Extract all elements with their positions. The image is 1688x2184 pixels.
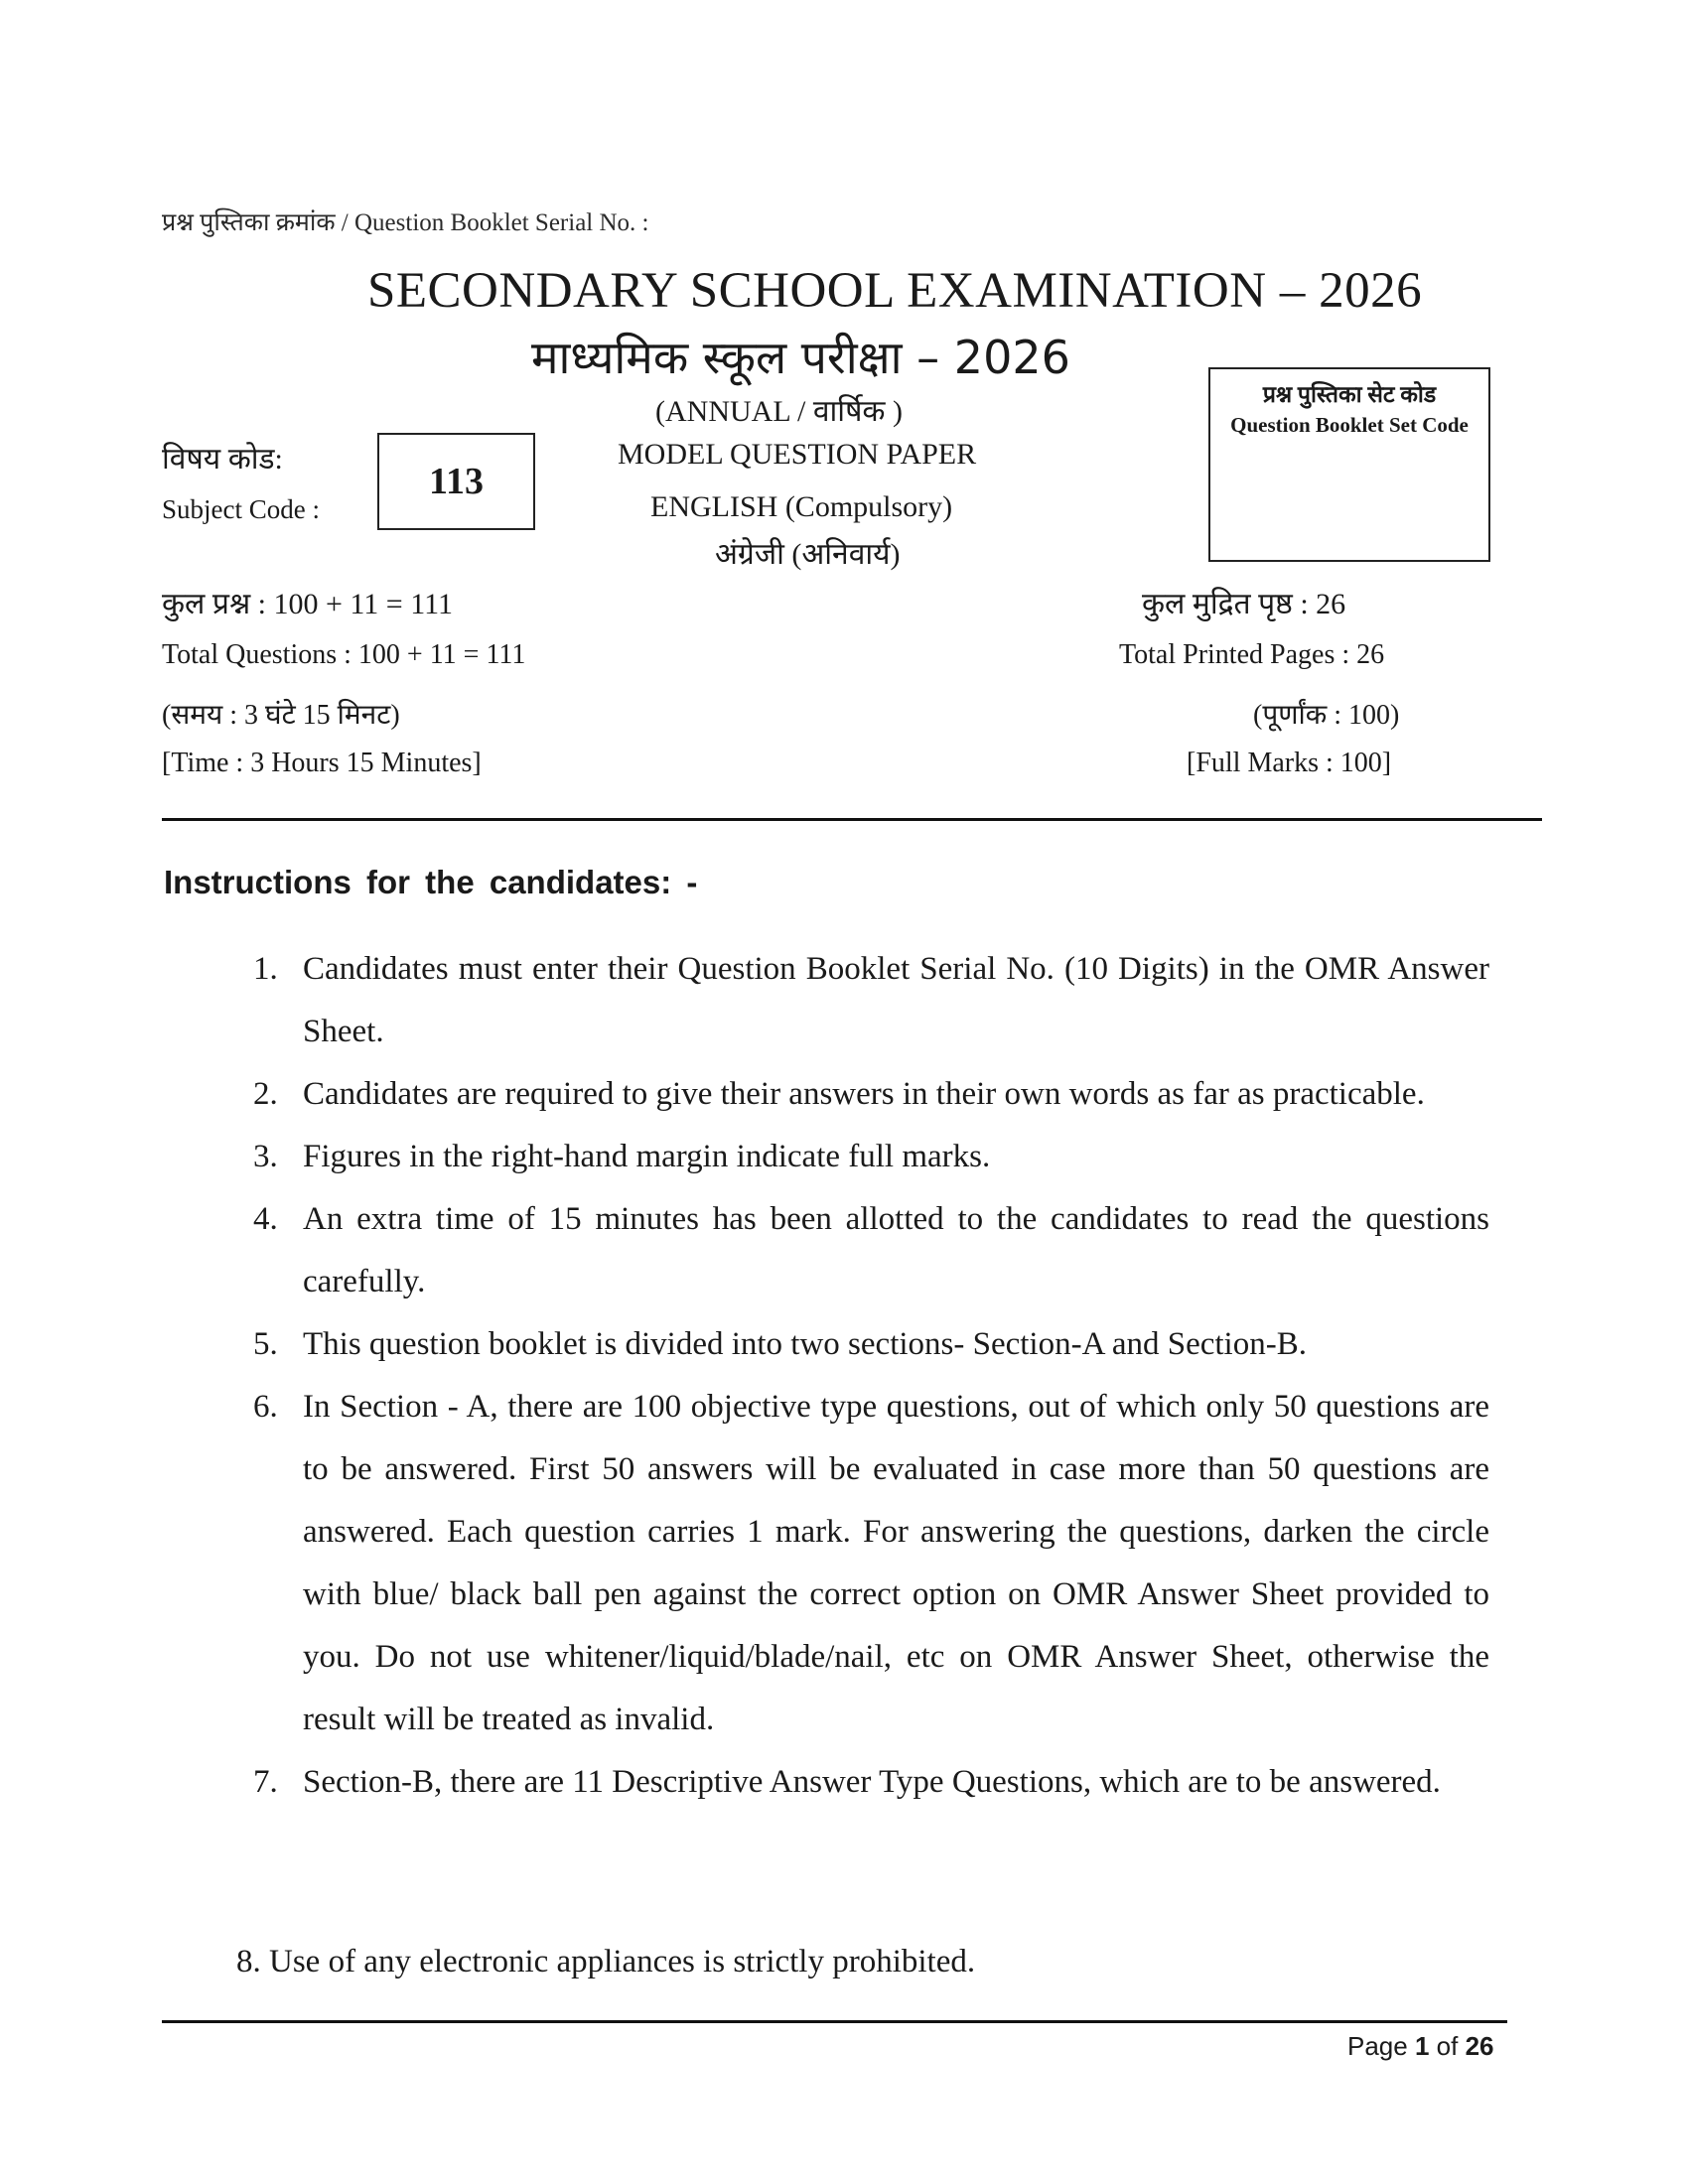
item-number: 1. — [253, 951, 278, 987]
item-number: 2. — [253, 1076, 278, 1112]
subject-code-value: 113 — [429, 461, 484, 502]
page-prefix: Page — [1347, 2031, 1415, 2061]
item-text: Candidates are required to give their answers in their own words as far as practicable. — [303, 1076, 1425, 1112]
page-number — [1347, 2031, 1493, 2062]
item-text: Candidates must enter their Question Booklet Serial No. (10 Digits) in the OMR Answer Sheet. — [303, 951, 1489, 1049]
item-number: 4. — [253, 1201, 278, 1237]
item-number: 6. — [253, 1389, 278, 1425]
item-text: Figures in the right-hand margin indicate full marks. — [303, 1139, 991, 1174]
subject-name-english: ENGLISH (Compulsory) — [650, 490, 953, 523]
subject-code-label-hindi: विषय कोड: — [162, 443, 283, 476]
total-questions-hindi: कुल प्रश्न : 100 + 11 = 111 — [162, 588, 453, 620]
header-divider — [162, 818, 1542, 821]
item-number: 5. — [253, 1326, 278, 1362]
instructions-title: Instructions for the candidates: - — [164, 864, 698, 900]
total-questions-english: Total Questions : 100 + 11 = 111 — [162, 639, 526, 670]
instruction-item-8: 8. Use of any electronic appliances is strictly prohibited. — [236, 1944, 976, 1979]
item-text: This question booklet is divided into two sections- Section-A and Section-B. — [303, 1326, 1307, 1362]
total-pages-hindi: कुल मुद्रित पृष्ठ : 26 — [1142, 588, 1346, 620]
model-question-paper-label: MODEL QUESTION PAPER — [618, 438, 977, 471]
exam-type-annual: (ANNUAL / वार्षिक ) — [655, 395, 903, 428]
subject-code-label-english: Subject Code : — [162, 494, 320, 524]
item-text: In Section - A, there are 100 objective type questions, out of which only 50 questions are to be answered. First 50 answers will be evaluated in case more than 50 questions are answered. Each question carries 1 mark. For answering the questions, darken the circle with blue/ black ball pen against the correct option on OMR Answer Sheet provided to you. Do not use whitener/liquid/blade/nail, etc on OMR Answer Sheet, otherwise the result will be treated as invalid. — [303, 1389, 1489, 1737]
page-of: of — [1429, 2031, 1466, 2061]
instructions-list — [253, 938, 1489, 1814]
list-item — [253, 1063, 1489, 1126]
item-text: An extra time of 15 minutes has been allotted to the candidates to read the questions carefully. — [303, 1201, 1489, 1299]
list-item — [253, 1376, 1489, 1751]
set-code-label-hindi: प्रश्न पुस्तिका सेट कोड — [1262, 382, 1437, 407]
list-item — [253, 938, 1489, 1063]
full-marks-hindi: (पूर्णांक : 100) — [1253, 700, 1400, 731]
subject-code-box — [377, 433, 535, 530]
item-text: Section-B, there are 11 Descriptive Answer Type Questions, which are to be answered. — [303, 1764, 1441, 1800]
time-hindi: (समय : 3 घंटे 15 मिनट) — [162, 700, 400, 731]
exam-title-english: SECONDARY SCHOOL EXAMINATION – 2026 — [367, 263, 1423, 319]
booklet-set-code-box — [1208, 367, 1490, 562]
list-item — [253, 1188, 1489, 1313]
page-total: 26 — [1465, 2031, 1494, 2061]
footer-divider — [162, 2020, 1507, 2023]
full-marks-english: [Full Marks : 100] — [1187, 748, 1392, 778]
exam-title-hindi: माध्यमिक स्कूल परीक्षा – 2026 — [531, 331, 1070, 384]
set-code-label-english: Question Booklet Set Code — [1230, 413, 1469, 437]
page-current: 1 — [1414, 2031, 1430, 2061]
item-number: 7. — [253, 1764, 278, 1800]
total-pages-english: Total Printed Pages : 26 — [1119, 639, 1385, 670]
item-number: 3. — [253, 1139, 278, 1174]
question-booklet-serial-label: प्रश्न पुस्तिका क्रमांक / Question Booklet Serial No. : — [162, 209, 649, 236]
list-item — [253, 1313, 1489, 1376]
list-item — [253, 1751, 1489, 1814]
list-item — [253, 1126, 1489, 1188]
time-english: [Time : 3 Hours 15 Minutes] — [162, 748, 482, 778]
subject-name-hindi: अंग्रेजी (अनिवार्य) — [715, 538, 901, 571]
